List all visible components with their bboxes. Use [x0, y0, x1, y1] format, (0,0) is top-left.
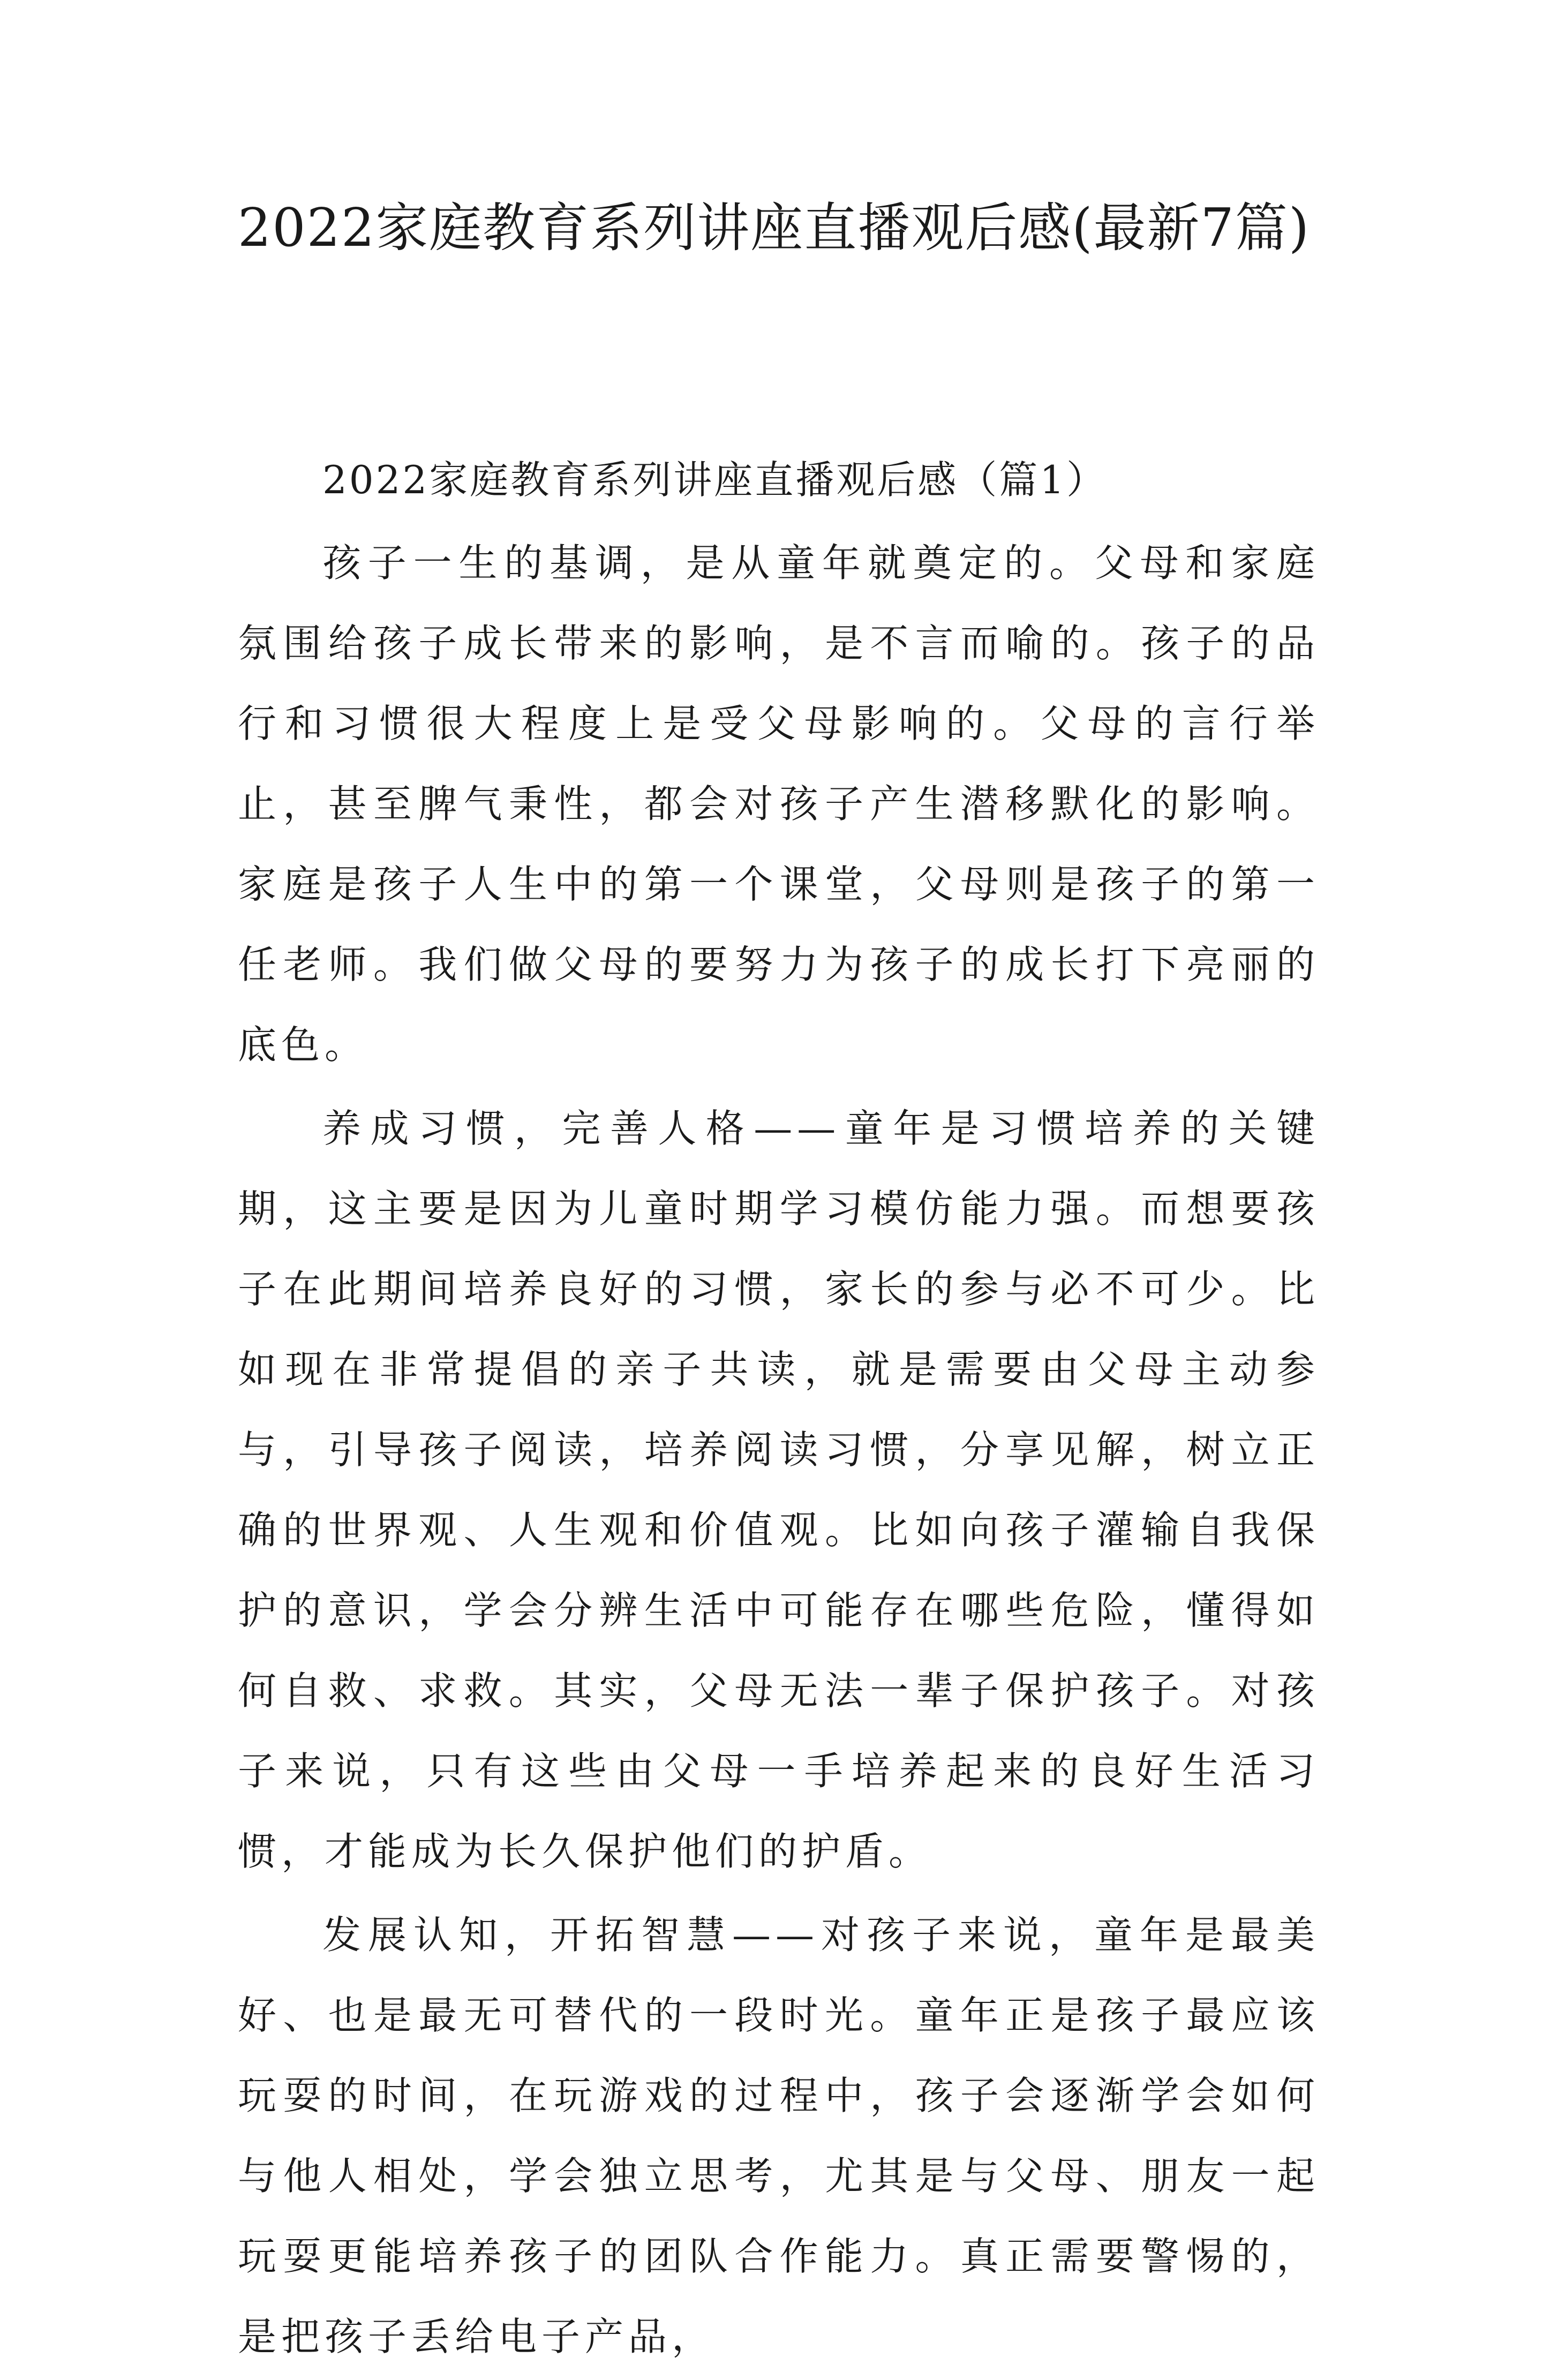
document-title: 2022家庭教育系列讲座直播观后感(最新7篇) [237, 198, 1311, 259]
paragraph-2: 养成习惯，完善人格——童年是习惯培养的关键期，这主要是因为儿童时期学习模仿能力强。而想要孩子在此期间培养良好的习惯，家长的参与必不可少。比如现在非常提倡的亲子共读，就是需要由父母主动参与，引导孩子阅读，培养阅读习惯，分享见解，树立正确的世界观、人生观和价值观。比如向孩子灌输自我保护的意识，学会分辨生活中可能存在哪些危险，懂得如何自救、求救。其实，父母无法一辈子保护孩子。对孩子来说，只有这些由父母一手培养起来的良好生活习惯，才能成为长久保护他们的护盾。 [238, 1106, 1320, 1874]
document-body [238, 450, 1320, 2380]
paragraph-3: 发展认知，开拓智慧——对孩子来说，童年是最美好、也是最无可替代的一段时光。童年正是孩子最应该玩耍的时间，在玩游戏的过程中，孩子会逐渐学会如何与他人相处，学会独立思考，尤其是与父母、朋友一起玩耍更能培养孩子的团队合作能力。真正需要警惕的，是把孩子丢给电子产品， [238, 1912, 1320, 2359]
paragraph-1: 孩子一生的基调，是从童年就奠定的。父母和家庭氛围给孩子成长带来的影响，是不言而喻的。孩子的品行和习惯很大程度上是受父母影响的。父母的言行举止，甚至脾气秉性，都会对孩子产生潜移默化的影响。家庭是孩子人生中的第一个课堂，父母则是孩子的第一任老师。我们做父母的要努力为孩子的成长打下亮丽的底色。 [238, 540, 1320, 1067]
section-heading: 2022家庭教育系列讲座直播观后感（篇1） [322, 457, 1108, 502]
